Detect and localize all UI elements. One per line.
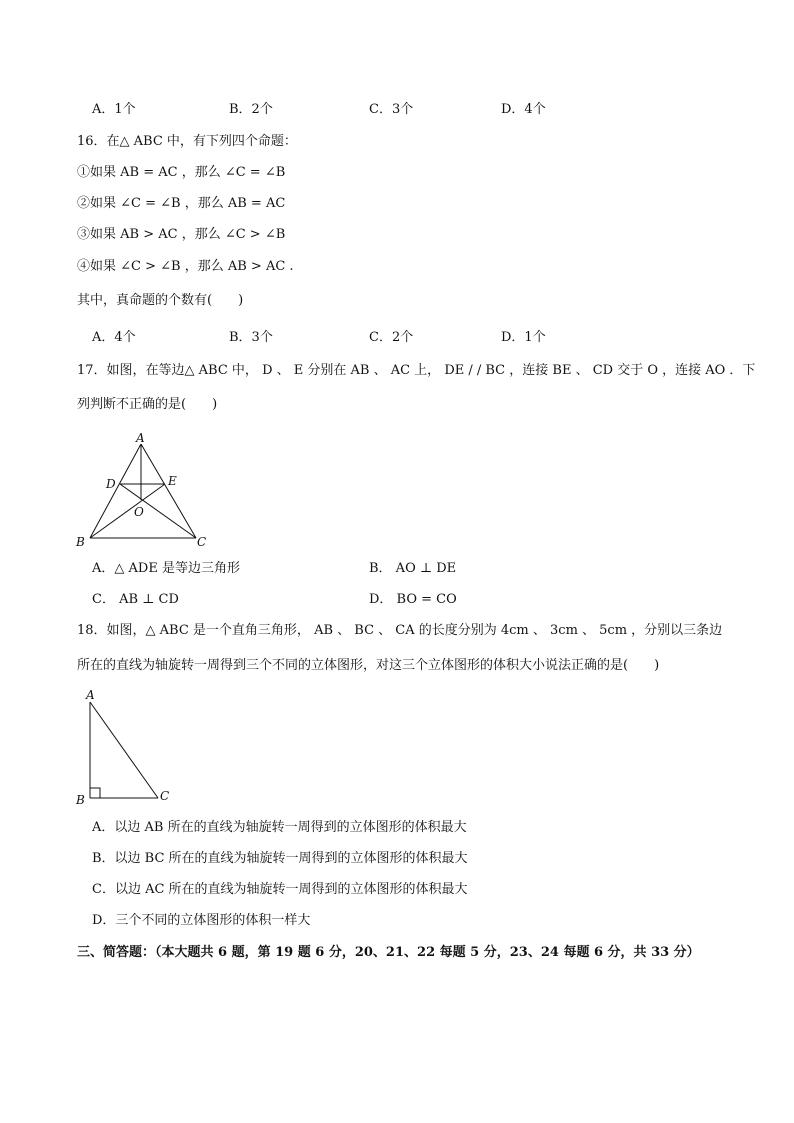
q16-proposition-2: ②如果 ∠C = ∠B ，那么 AB = AC: [77, 196, 286, 211]
q18-figure: [70, 688, 190, 808]
q17-label-d: D: [106, 477, 116, 491]
q17-label-a: A: [136, 431, 145, 445]
q17-side-ac: [141, 444, 196, 538]
q17-label-b: B: [76, 535, 85, 549]
q18-side-ac: [90, 702, 158, 798]
q18-option-a[interactable]: A．以边 AB 所在的直线为轴旋转一周得到的立体图形的体积最大: [92, 820, 467, 835]
q18-label-c: C: [160, 789, 170, 803]
q18-right-angle-mark: [90, 788, 100, 798]
q18-option-d[interactable]: D．三个不同的立体图形的体积一样大: [92, 913, 311, 928]
q17-segment-cd: [120, 484, 196, 538]
q17-label-c: C: [197, 535, 207, 549]
q15-option-c[interactable]: C．3个: [369, 102, 414, 117]
q16-option-a[interactable]: A．4个: [92, 330, 136, 345]
q16-option-c[interactable]: C．2个: [369, 330, 414, 345]
q15-option-a[interactable]: A．1个: [92, 102, 136, 117]
q16-question: 其中，真命题的个数有( ): [77, 293, 244, 308]
q17-option-a[interactable]: A．△ ADE 是等边三角形: [92, 561, 240, 576]
q16-option-b[interactable]: B．3个: [229, 330, 273, 345]
q16-stem: 16．在△ ABC 中，有下列四个命题：: [77, 134, 297, 149]
q17-stem-line-2: 列判断不正确的是( ): [77, 397, 218, 412]
q17-option-c[interactable]: C． AB ⊥ CD: [92, 592, 179, 607]
q17-side-ab: [90, 444, 141, 538]
q15-option-d[interactable]: D．4个: [501, 102, 546, 117]
q17-option-b[interactable]: B． AO ⊥ DE: [369, 561, 457, 576]
q16-proposition-4: ④如果 ∠C > ∠B ，那么 AB > AC .: [77, 259, 294, 274]
q18-label-a: A: [86, 688, 95, 702]
q16-proposition-3: ③如果 AB > AC ，那么 ∠C > ∠B: [77, 227, 286, 242]
q15-option-b[interactable]: B．2个: [229, 102, 273, 117]
q18-option-b[interactable]: B．以边 BC 所在的直线为轴旋转一周得到的立体图形的体积最大: [92, 851, 468, 866]
q17-option-d[interactable]: D． BO = CO: [369, 592, 457, 607]
q17-stem-line-1: 17．如图，在等边△ ABC 中， D 、 E 分别在 AB 、 AC 上， DE / / BC ，连接 BE 、 CD 交于 O ，连接 AO ．下: [77, 363, 756, 378]
q18-stem-line-1: 18．如图，△ ABC 是一个直角三角形， AB 、 BC 、 CA 的长度分别为 4cm 、 3cm 、 5cm ，分别以三条边: [77, 623, 723, 638]
section-3-heading: 三、简答题：（本大题共 6 题，第 19 题 6 分，20、21、22 每题 5 分，23、24 每题 6 分，共 33 分）: [77, 945, 700, 960]
q18-label-b: B: [76, 793, 85, 807]
q17-segment-be: [90, 484, 165, 538]
q16-option-d[interactable]: D．1个: [501, 330, 546, 345]
q18-option-c[interactable]: C．以边 AC 所在的直线为轴旋转一周得到的立体图形的体积最大: [92, 882, 468, 897]
q17-label-e: E: [168, 474, 177, 488]
q18-stem-line-2: 所在的直线为轴旋转一周得到三个不同的立体图形，对这三个立体图形的体积大小说法正确的是( ): [77, 658, 660, 673]
q16-proposition-1: ①如果 AB = AC ，那么 ∠C = ∠B: [77, 165, 286, 180]
q17-figure: [70, 426, 220, 552]
q17-label-o: O: [134, 505, 144, 519]
